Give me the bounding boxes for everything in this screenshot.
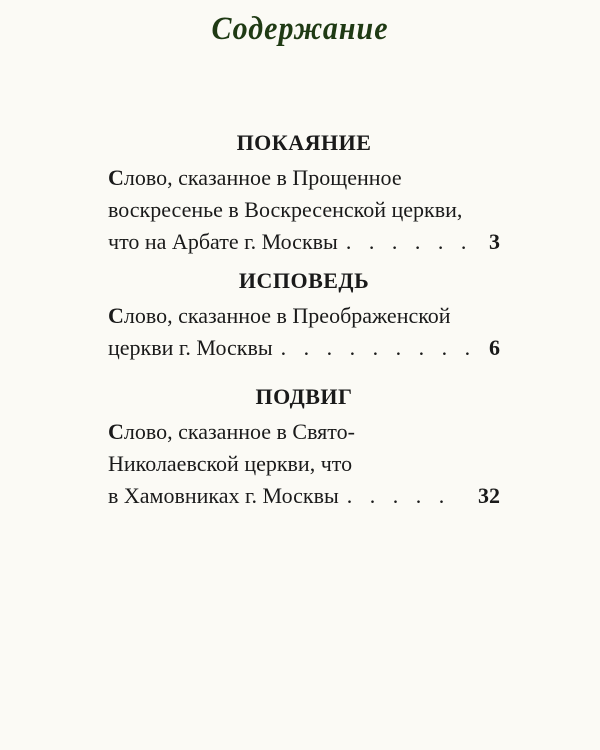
page-number: 3 xyxy=(489,229,500,254)
page-title: Содержание xyxy=(211,10,389,47)
entry-line-with-page[interactable] xyxy=(108,480,500,512)
entry-line xyxy=(108,162,500,194)
drop-cap: С xyxy=(108,419,124,444)
entry-line-with-page[interactable] xyxy=(108,332,500,364)
toc-section-pokayanie xyxy=(108,130,500,258)
toc-section-ispoved xyxy=(108,268,500,364)
drop-cap: С xyxy=(108,165,124,190)
entry-line xyxy=(108,300,500,332)
entry-line: Николаевской церкви, что xyxy=(108,451,353,476)
section-heading: ПОДВИГ xyxy=(255,384,353,409)
entry-line: воскресенье в Воскресенской церкви, xyxy=(108,197,463,222)
page-number: 32 xyxy=(478,483,500,508)
section-heading: ПОКАЯНИЕ xyxy=(236,130,372,155)
leader-dots: . . . . . xyxy=(346,483,451,508)
entry-text: церкви г. Москвы xyxy=(108,335,273,360)
entry-text: в Хамовниках г. Москвы xyxy=(108,483,339,508)
entry-text: что на Арбате г. Москвы xyxy=(108,229,338,254)
leader-dots: . . . . . . xyxy=(345,229,473,254)
section-heading: ИСПОВЕДЬ xyxy=(238,268,370,293)
page-number: 6 xyxy=(489,335,500,360)
entry-text: лово, сказанное в Свято- xyxy=(123,419,355,444)
entry-text: лово, сказанное в Преображенской xyxy=(123,303,451,328)
drop-cap: С xyxy=(108,303,124,328)
entry-line xyxy=(108,416,500,448)
entry-text: лово, сказанное в Прощенное xyxy=(123,165,402,190)
entry-line-with-page[interactable] xyxy=(108,226,500,258)
toc-section-podvig xyxy=(108,384,500,512)
leader-dots: . . . . . . . . . xyxy=(280,335,477,360)
